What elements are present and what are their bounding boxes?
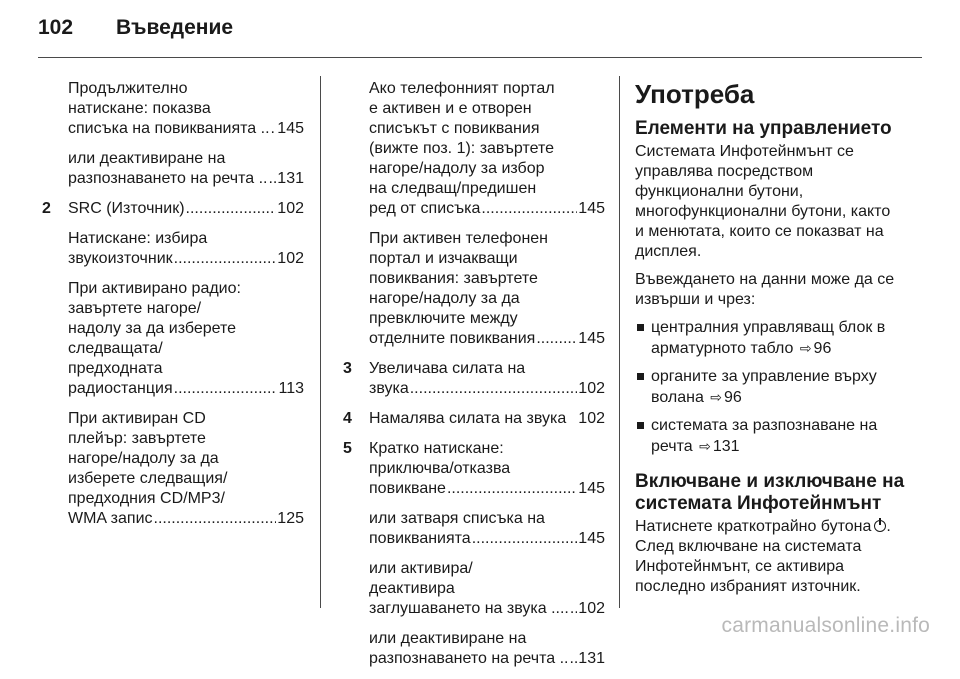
list-item: 2 SRC (Източник) ..... 102: [42, 199, 304, 219]
column-1: [42, 79, 304, 539]
page-ref[interactable]: 145: [578, 200, 605, 217]
page-ref[interactable]: 125: [277, 510, 304, 527]
leader-dots: [569, 649, 577, 669]
list-item: Натискане: избира звукоизточник ..... 102: [42, 229, 304, 269]
page-header: [38, 16, 233, 52]
page-title: Въведение: [116, 16, 234, 39]
bullet-square-icon: [637, 422, 644, 429]
leader-dots: [472, 529, 578, 549]
page-ref[interactable]: 113: [278, 380, 304, 397]
page-ref[interactable]: 131: [277, 170, 304, 187]
paragraph: Системата Инфотейнмънт се управлява посредством функционални бутони, многофункционални бутони, както и менютата, които се показват на дисплея.: [635, 143, 891, 260]
list-item: При активирано радио: завъртете нагоре/ надолу за да изберете следващата/ предходната радиостанция ..... 113: [42, 279, 304, 399]
item-number: 2: [42, 200, 51, 217]
list-item: 5 Кратко натискане: приключва/отказва повикване ..... 145: [343, 439, 605, 499]
page-ref[interactable]: 102: [578, 380, 605, 397]
column-3: [635, 79, 925, 605]
page-ref[interactable]: 131: [578, 650, 605, 667]
leader-dots: [271, 119, 277, 139]
page-number: 102: [38, 16, 74, 39]
paragraph: Въвеждането на данни може да се извърши и чрез:: [635, 271, 895, 308]
list-item: или затваря списъка на повикванията ..... 145: [343, 509, 605, 549]
leader-dots: [268, 169, 276, 189]
list-item: или деактивиране на разпознаването на речта .. ..... 131: [343, 629, 605, 669]
list-item: или активира/ деактивира заглушаването на звука .... ..... 102: [343, 559, 605, 619]
bullet-square-icon: [637, 373, 644, 380]
section-heading: Употреба: [635, 79, 755, 109]
watermark: carmanualsonline.info: [721, 614, 930, 637]
leader-dots: [481, 199, 577, 219]
page-ref[interactable]: 96: [813, 340, 832, 357]
subsection-heading: Елементи на управлението: [635, 118, 892, 139]
power-icon: [874, 520, 886, 532]
item-number: 5: [343, 440, 352, 457]
list-item: При активен телефонен портал и изчакващи повиквания: завъртете нагоре/надолу за да превключите между отделните повиквания ..... 145: [343, 229, 605, 349]
paragraph: Натиснете краткотрайно бутона . След включване на системата Инфотейнмънт, се активира последно избраният източник.: [635, 518, 891, 595]
list-item: или деактивиране на разпознаването на речта .. ..... 131: [42, 149, 304, 189]
bullet-square-icon: [637, 324, 644, 331]
list-item: Продължително натискане: показва списъка на повикванията .. ..... 145: [42, 79, 304, 139]
leader-dots: [447, 479, 577, 499]
page-ref[interactable]: 102: [578, 410, 605, 427]
column-divider-2: [619, 76, 620, 608]
leader-dots: [174, 249, 277, 269]
page-reference-arrow-icon: ⇨: [710, 389, 723, 405]
subsection-heading: Включване и изключване на системата Инфотейнмънт: [635, 471, 905, 514]
page-reference-arrow-icon: ⇨: [799, 340, 812, 356]
column-divider-1: [320, 76, 321, 608]
item-number: 4: [343, 410, 352, 427]
page-ref[interactable]: 102: [277, 250, 304, 267]
column-2: [343, 79, 605, 679]
list-item: 3 Увеличава силата на звука ..... 102: [343, 359, 605, 399]
page-reference-arrow-icon: ⇨: [699, 438, 711, 454]
leader-dots: [174, 379, 278, 399]
list-item: При активиран CD плейър: завъртете нагоре/надолу за да изберете следващия/ предходния CD/MP3/ WMA запис ..... 125: [42, 409, 304, 529]
page-ref[interactable]: 145: [578, 530, 605, 547]
leader-dots: [536, 329, 577, 349]
bullet-item: системата за разпознаване на речта ⇨ 131: [635, 416, 925, 457]
header-rule: [38, 57, 922, 58]
page-ref[interactable]: 145: [578, 330, 605, 347]
page-ref[interactable]: 102: [277, 200, 304, 217]
item-number: 3: [343, 360, 352, 377]
list-item: Ако телефонният портал е активен и е отворен списъкът с повиквания (вижте поз. 1): завъртете нагоре/надолу за избор на следващ/предишен ред от списъка ..... 145: [343, 79, 605, 219]
page-ref[interactable]: 96: [724, 389, 742, 406]
page-ref[interactable]: 145: [277, 120, 304, 137]
page-ref[interactable]: 145: [578, 480, 605, 497]
list-item: 4 Намалява силата на звука 102: [343, 410, 605, 427]
page-ref[interactable]: 131: [712, 438, 740, 455]
page-ref[interactable]: 102: [578, 600, 605, 617]
bullet-item: централния управляващ блок в арматурното табло ⇨ 96: [635, 318, 925, 359]
leader-dots: [154, 509, 277, 529]
leader-dots: [186, 199, 277, 219]
leader-dots: [570, 599, 577, 619]
bullet-item: органите за управление върху волана ⇨ 96: [635, 367, 925, 408]
leader-dots: [410, 379, 578, 399]
